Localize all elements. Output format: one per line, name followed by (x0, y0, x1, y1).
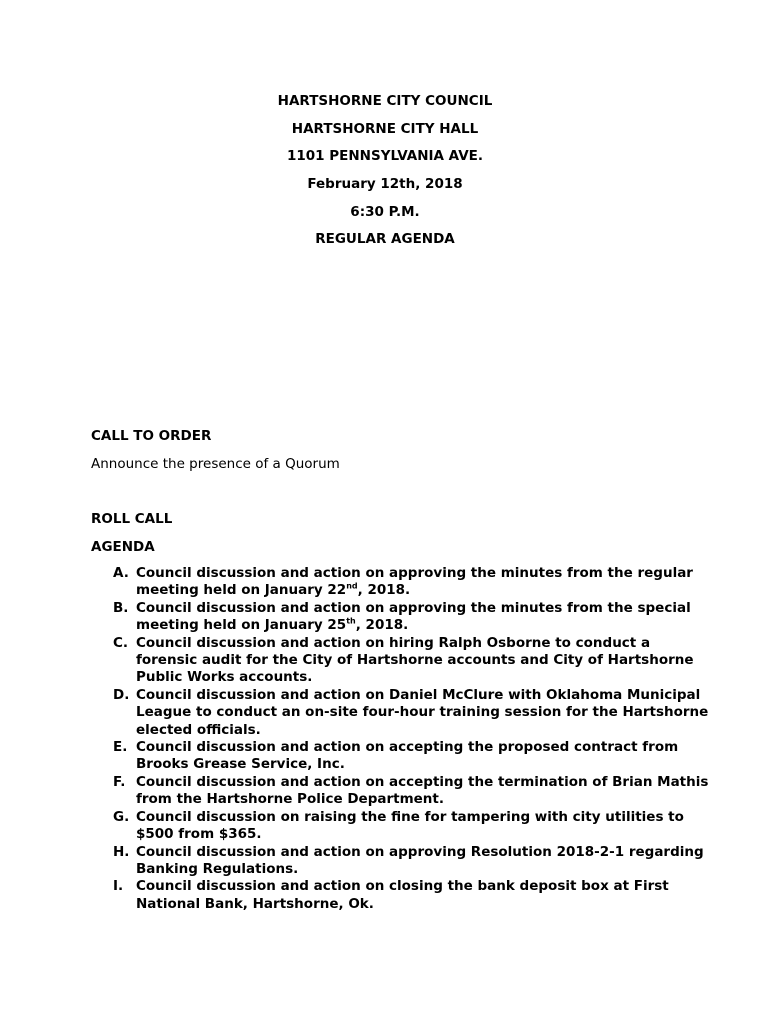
agenda-item-text: Council discussion and action on hiring Ralph Osborne to conduct a forensic audit for the City of Hartshorne accounts and City of Hartshorne Public Works accounts. (136, 634, 694, 686)
agenda-heading: AGENDA (91, 539, 155, 555)
agenda-list (91, 565, 711, 913)
agenda-item-text: Council discussion and action on approving the minutes from the special meeting held on January 25 (136, 599, 691, 634)
venue-address: 1101 PENNSYLVANIA AVE. (286, 148, 483, 165)
agenda-item-letter: F. (113, 773, 126, 790)
agenda-item-c (91, 635, 711, 687)
meeting-time: 6:30 P.M. (350, 203, 420, 220)
ordinal-suffix: nd (346, 581, 358, 591)
agenda-item-text: Council discussion and action on accepting the termination of Brian Mathis from the Hartshorne Police Department. (136, 773, 709, 808)
roll-call-heading: ROLL CALL (91, 511, 173, 527)
agenda-item-text: Council discussion and action on closing the bank deposit box at First National Bank, Hartshorne, Ok. (136, 878, 669, 912)
agenda-item-letter: B. (113, 599, 129, 616)
agenda-item-letter: G. (113, 808, 130, 825)
agenda-item-letter: E. (113, 739, 128, 756)
agenda-item-text: Council discussion and action on accepting the proposed contract from Brooks Grease Service, Inc. (136, 739, 679, 773)
agenda-item-text-end: , 2018. (355, 617, 409, 634)
agenda-item-text-end: , 2018. (357, 582, 411, 599)
agenda-item-letter: H. (113, 843, 130, 860)
ordinal-suffix: th (346, 616, 356, 626)
agenda-item-a (91, 565, 711, 600)
council-name: HARTSHORNE CITY COUNCIL (277, 93, 493, 109)
agenda-header (0, 91, 770, 257)
agenda-item-text: Council discussion and action on Daniel McClure with Oklahoma Municipal League to conduct an on-site four-hour training session for the Hartshorne elected officials. (136, 686, 709, 738)
agenda-item-text: Council discussion and action on approving Resolution 2018-2-1 regarding Banking Regulations. (136, 843, 704, 877)
agenda-item-letter: C. (113, 634, 129, 651)
call-to-order-heading: CALL TO ORDER (91, 428, 212, 444)
agenda-item-text: Council discussion on raising the fine for tampering with city utilities to $500 from $365. (136, 808, 684, 843)
agenda-item-e (91, 739, 711, 774)
agenda-item-h (91, 844, 711, 879)
agenda-type: REGULAR AGENDA (315, 231, 455, 248)
agenda-item-f (91, 774, 711, 809)
quorum-announcement: Announce the presence of a Quorum (91, 456, 340, 472)
agenda-item-letter: A. (113, 565, 129, 581)
agenda-item-d (91, 687, 711, 739)
agenda-item-text: Council discussion and action on approving the minutes from the regular meeting held on January 22 (136, 565, 693, 599)
agenda-item-b (91, 600, 711, 635)
agenda-item-letter: D. (113, 686, 130, 703)
meeting-date: February 12th, 2018 (307, 176, 463, 193)
agenda-item-g (91, 809, 711, 844)
agenda-item-letter: I. (113, 878, 124, 895)
agenda-item-i (91, 878, 711, 913)
venue-name: HARTSHORNE CITY HALL (291, 120, 479, 137)
